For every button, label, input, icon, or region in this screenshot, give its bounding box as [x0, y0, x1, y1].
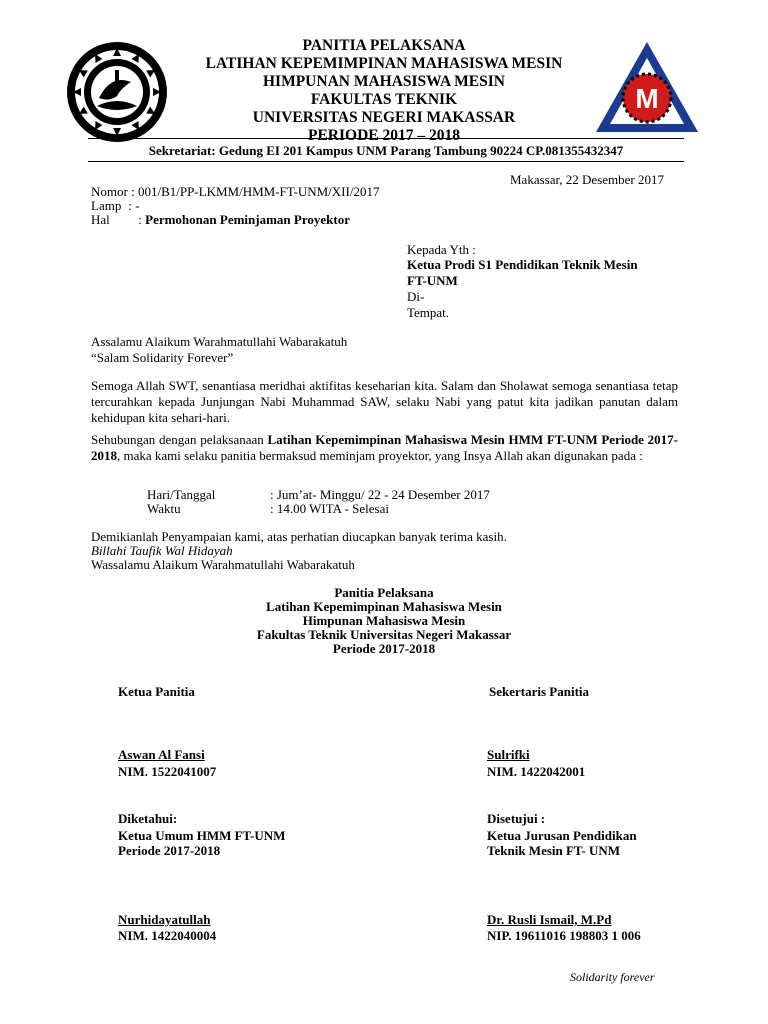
sekretaris-nim: NIM. 1422042001 [487, 764, 586, 779]
lamp-label: Lamp [91, 198, 122, 213]
header-line-5: UNIVERSITAS NEGERI MAKASSAR [252, 109, 516, 126]
recipient-line-1: Ketua Prodi S1 Pendidikan Teknik Mesin [407, 257, 638, 272]
org-line-3: Himpunan Mahasiswa Mesin [302, 613, 466, 628]
waktu-value: : 14.00 WITA - Selesai [270, 501, 389, 516]
hal-row [91, 212, 350, 228]
org-line-4: Fakultas Teknik Universitas Negeri Makassar [256, 627, 512, 642]
org-line-2: Latihan Kepemimpinan Mahasiswa Mesin [266, 599, 502, 614]
hal-label: Hal [91, 212, 110, 227]
diketahui-role-2: Periode 2017-2018 [118, 843, 221, 858]
hal-value: Permohonan Peminjaman Proyektor [145, 212, 350, 227]
nomor-label: Nomor [91, 184, 128, 199]
recipient-intro: Kepada Yth : [407, 242, 476, 257]
secretariat-line: Sekretariat: Gedung EI 201 Kampus UNM Parang Tambung 90224 CP.081355432347 [148, 143, 624, 158]
waktu-label: Waktu [147, 501, 181, 516]
org-line-1: Panitia Pelaksana [334, 585, 434, 600]
closing-2: Billahi Taufik Wal Hidayah [91, 543, 233, 558]
ketua-jurusan-nip: NIP. 19611016 198803 1 006 [487, 928, 641, 943]
recipient-line-2: FT-UNM [407, 273, 458, 288]
paragraph-2 [91, 432, 678, 464]
ketua-jurusan-name: Dr. Rusli Ismail, M.Pd [487, 912, 612, 927]
ketua-panitia-title: Ketua Panitia [118, 684, 195, 699]
recipient-line-4: Tempat. [407, 305, 450, 320]
lamp-value: : - [128, 198, 140, 213]
header-line-6: PERIODE 2017 – 2018 [308, 127, 460, 144]
ketua-umum-name: Nurhidayatullah [118, 912, 211, 927]
svg-text:M: M [635, 83, 659, 114]
header-line-1: PANITIA PELAKSANA [302, 37, 466, 54]
sekretaris-title: Sekertaris Panitia [489, 684, 590, 699]
paragraph-2-intro: Sehubungan dengan pelaksanaan [91, 432, 268, 447]
header-rule [88, 138, 684, 139]
hari-label: Hari/Tanggal [147, 487, 216, 502]
disetujui-role-2: Teknik Mesin FT- UNM [487, 843, 621, 858]
header-rule-bottom [88, 161, 684, 162]
recipient-line-3: Di- [407, 289, 425, 304]
org-line-5: Periode 2017-2018 [332, 641, 436, 656]
closing-1: Demikianlah Penyampaian kami, atas perhatian diucapkan banyak terima kasih. [91, 529, 507, 544]
footer-motto: Solidarity forever [570, 970, 655, 984]
greeting-2: “Salam Solidarity Forever” [91, 350, 234, 365]
hari-value: : Jum’at- Minggu/ 22 - 24 Desember 2017 [270, 487, 490, 502]
place-date: Makassar, 22 Desember 2017 [510, 172, 664, 187]
greeting-1: Assalamu Alaikum Warahmatullahi Wabarakatuh [91, 334, 348, 349]
paragraph-2-rest: , maka kami selaku panitia bermaksud meminjam proyektor, yang Insya Allah akan digunakan pada : [117, 448, 643, 463]
diketahui-role-1: Ketua Umum HMM FT-UNM [118, 828, 286, 843]
paragraph-1: Semoga Allah SWT, senantiasa meridhai aktifitas keseharian kita. Salam dan Sholawat semoga senantiasa tetap tercurahkan kepada Junjungan Nabi Muhammad SAW, selaku Nabi yang patut kita jadikan panutan dalam kehidupan kita sehari-hari. [91, 378, 678, 425]
nomor-value: : 001/B1/PP-LKMM/HMM-FT-UNM/XII/2017 [131, 184, 380, 199]
ketua-panitia-name: Aswan Al Fansi [118, 747, 205, 762]
disetujui-role-1: Ketua Jurusan Pendidikan [487, 828, 637, 843]
ketua-umum-nim: NIM. 1422040004 [118, 928, 217, 943]
header-line-3: HIMPUNAN MAHASISWA MESIN [263, 73, 505, 90]
ketua-panitia-nim: NIM. 1522041007 [118, 764, 217, 779]
header-line-4: FAKULTAS TEKNIK [310, 91, 458, 108]
header-line-2: LATIHAN KEPEMIMPINAN MAHASISWA MESIN [205, 55, 563, 72]
closing-3: Wassalamu Alaikum Warahmatullahi Wabarakatuh [91, 557, 355, 572]
disetujui-label: Disetujui : [487, 811, 546, 826]
diketahui-label: Diketahui: [118, 811, 178, 826]
paragraph-2-event: Latihan Kepemimpinan Mahasiswa Mesin HMM FT-UNM Periode 2017-2018 [91, 432, 678, 463]
hal-colon: : [138, 212, 142, 227]
sekretaris-name: Sulrifki [487, 747, 530, 762]
